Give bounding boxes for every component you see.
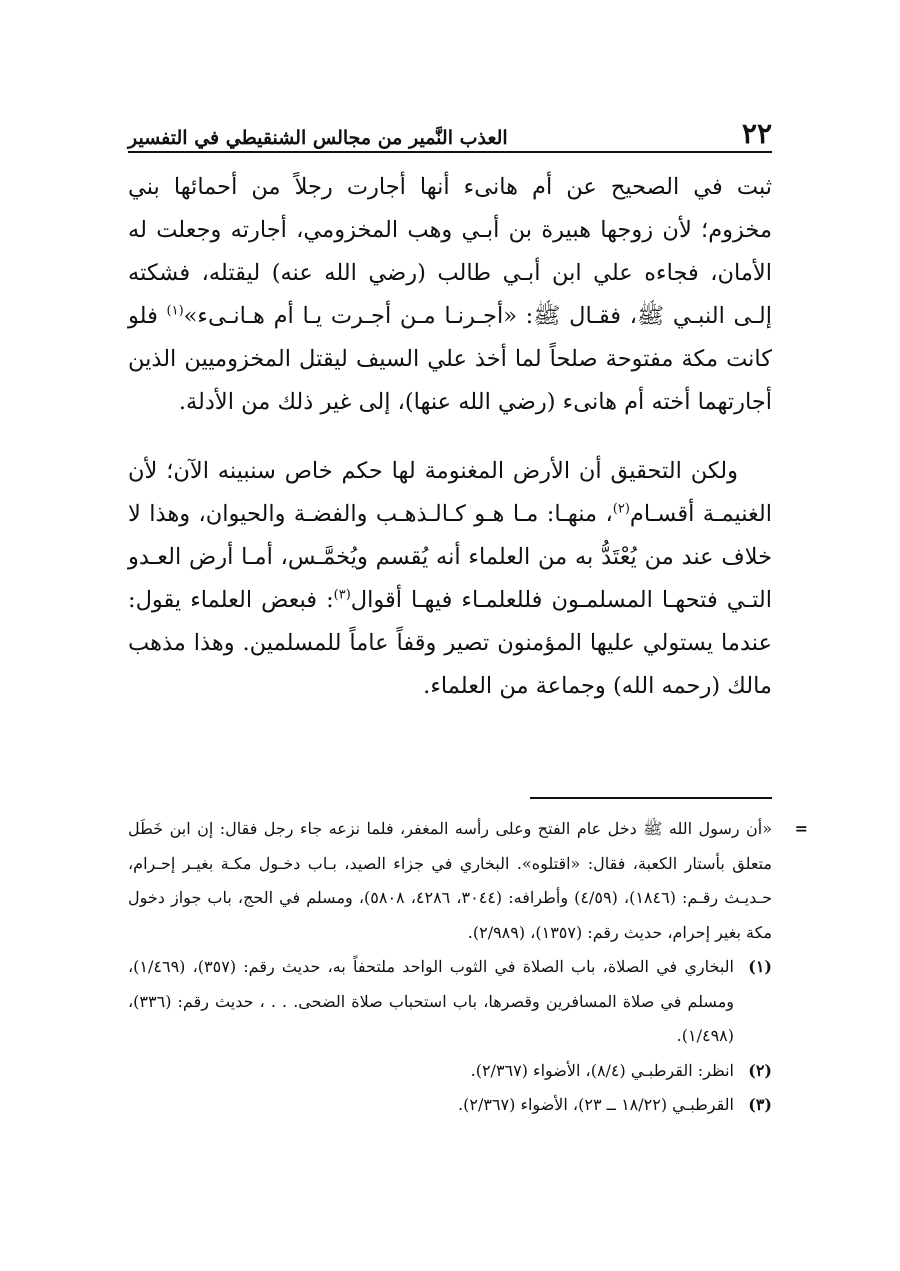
footnote-2 — [128, 1054, 772, 1089]
footnote-rule — [530, 797, 772, 799]
footnote-1-marker: (١) — [748, 957, 772, 976]
footnotes — [128, 812, 808, 1123]
paragraph-2-text: ولكن التحقيق أن الأرض المغنومة لها حكم خاص سنبينه الآن؛ لأن الغنيمـة أقسـام — [128, 458, 773, 527]
main-text — [128, 166, 772, 708]
footnote-continuation — [128, 812, 808, 950]
footnote-1-text: البخاري في الصلاة، باب الصلاة في الثوب الواحد ملتحفاً به، حديث رقم: (٣٥٧)، (١/٤٦٩)، ومسلم في صلاة المسافرين وقصرها، باب استحباب صلاة الضحى. . . ، حديث رقم: (٣٣٦)، (١/٤٩٨). — [128, 957, 735, 1045]
footnote-2-text: انظر: القرطبـي (٨/٤)، الأضواء (٢/٣٦٧). — [470, 1060, 734, 1080]
paragraph-1-text: ثبت في الصحيح عن أم هانىء أنها أجارت رجلاً من أحمائها بني مخزوم؛ لأن زوجها هبيرة بن أبـي وهب المخزومي، أجارته وجعلت له الأمان، فجاءه علي ابن أبـي طالب (رضي الله عنه) ليقتله، فشكته إلـى النبـي ﷺ، فقـال ﷺ: «أجـرنـا مـن أجـرت يـا أم هـانـىء» — [128, 174, 772, 329]
header-rule — [128, 151, 772, 153]
footnote-continuation-text: «أن رسول الله ﷺ دخل عام الفتح وعلى رأسه المغفر، فلما نزعه جاء رجل فقال: إن ابن خَطَل متعلق بأستار الكعبة، فقال: «اقتلوه». البخاري في جزاء الصيد، بـاب دخـول مكـة بغيـر إحـرام، حـديـث رقـم: (١٨٤٦)، (٤/٥٩) وأطرافه: (٣٠٤٤، ٤٢٨٦، ٥٨٠٨)، ومسلم في الحج، باب جواز دخول مكة بغير إحرام، حديث رقم: (١٣٥٧)، (٢/٩٨٩). — [128, 819, 773, 942]
paragraph-1-text-after: فلو كانت مكة مفتوحة صلحاً لما أخذ علي السيف ليقتل المخزوميين الذين أجارتهما أخته أم هانىء (رضي الله عنها)، إلى غير ذلك من الأدلة. — [128, 303, 772, 415]
paragraph-2 — [128, 450, 772, 708]
paragraph-2-text-after: : فبعض العلماء يقول: عندما يستولي عليها المؤمنون تصير وقفاً عاماً للمسلمين. وهذا مذهب مالك (رحمه الله) وجماعة من العلماء. — [128, 587, 772, 699]
footnote-3-text: القرطبـي (١٨/٢٢ ــ ٢٣)، الأضواء (٢/٣٦٧). — [458, 1095, 734, 1114]
footnote-ref-2: (٢) — [612, 501, 630, 517]
page-number: ٢٢ — [741, 117, 772, 150]
footnote-2-marker: (٢) — [748, 1060, 772, 1080]
continuation-sign: = — [794, 819, 808, 838]
paragraph-1 — [128, 166, 772, 424]
footnote-ref-1: (١) — [166, 303, 184, 319]
footnote-3 — [128, 1088, 772, 1123]
paragraph-2-text-middle: ، منهـا: مـا هـو كـالـذهـب والفضـة والحيوان، وهذا لا خلاف عند من يُعْتَدُّ به من العلماء أنه يُقسم ويُخمَّـس، أمـا أرض العـدو التـي فتحهـا المسلمـون فللعلمـاء فيهـا أقوال — [128, 501, 772, 613]
footnote-1 — [128, 950, 772, 1054]
running-header — [128, 108, 772, 148]
running-title: العذب النَّمير من مجالس الشنقيطي في التفسير — [128, 127, 508, 149]
footnote-ref-3: (٣) — [333, 587, 351, 603]
footnote-3-marker: (٣) — [748, 1095, 772, 1114]
